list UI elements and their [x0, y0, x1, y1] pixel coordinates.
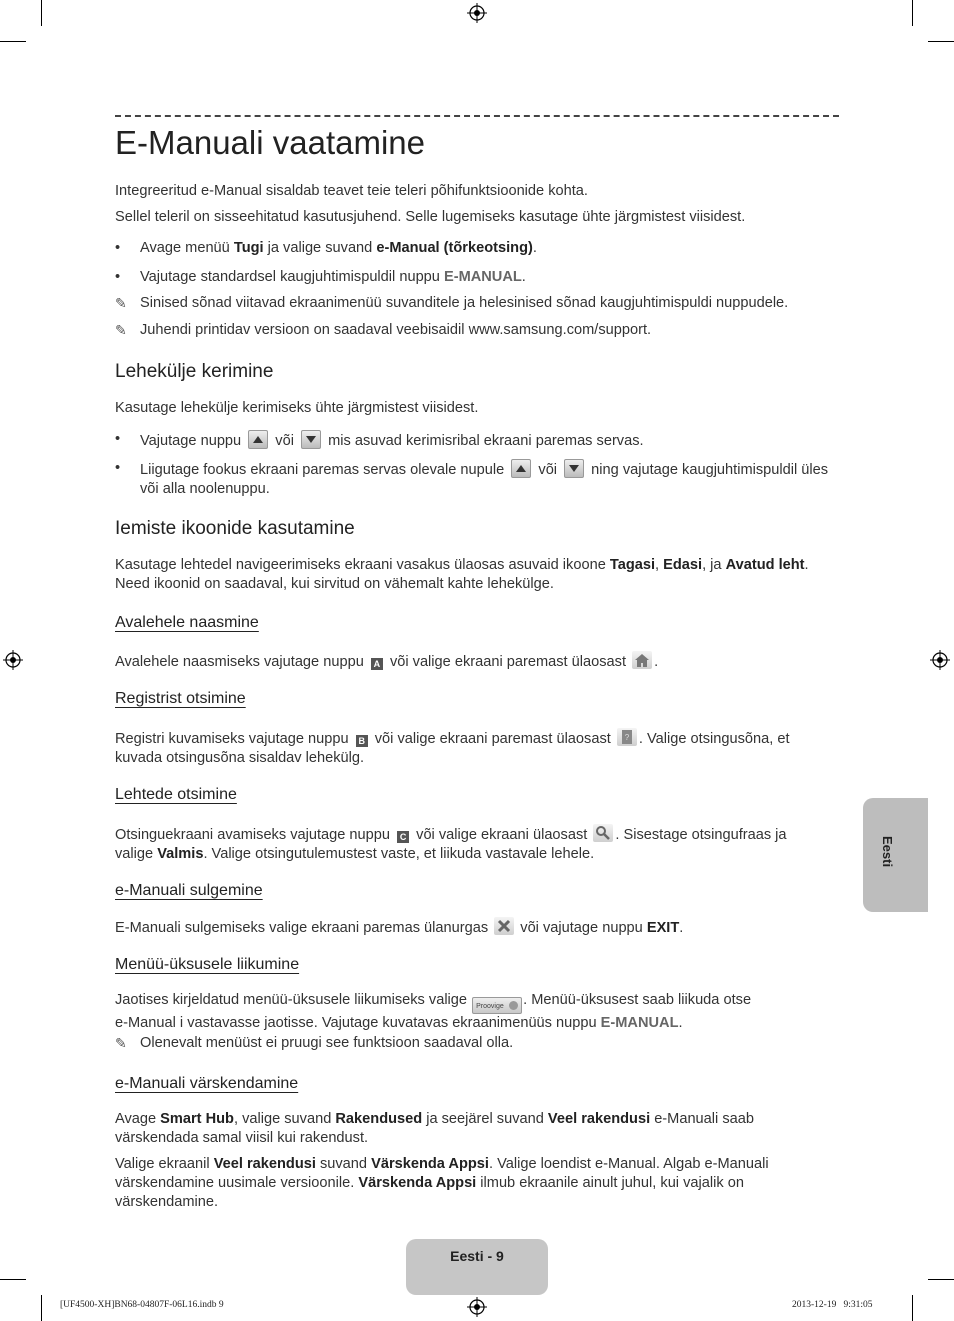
section-heading: Lehekülje kerimine	[115, 361, 274, 382]
subsection-paragraph: Registri kuvamiseks vajutage nuppu B või valige ekraani paremast ülaosast ? . Valige otsingusõna, et kuvada otsingusõna sisaldav lehekülg.	[115, 728, 843, 768]
svg-text:?: ?	[624, 733, 630, 742]
subsection-paragraph: Otsinguekraani avamiseks vajutage nuppu C või valige ekraani ülaosast . Sisestage otsingufraas ja valige Valmis. Valige otsingutulemustest vaste, et liikuda vastavale lehele.	[115, 824, 843, 864]
play-icon	[509, 1001, 518, 1010]
registration-mark-icon	[467, 3, 487, 23]
pencil-note-icon: ✎	[115, 1035, 127, 1051]
page-number-tab	[406, 1239, 548, 1295]
crop-mark	[41, 1295, 42, 1321]
subsection-heading: Avalehele naasmine	[115, 614, 259, 631]
note-item: ✎ Sinised sõnad viitavad ekraanimenüü suvanditele ja helesinised sõnad kaugjuhtimispuldi nuppudele.	[115, 295, 789, 311]
scroll-up-icon	[248, 430, 268, 449]
pencil-note-icon: ✎	[115, 295, 127, 311]
title-divider	[115, 115, 839, 117]
subsection-paragraph: Avage Smart Hub, valige suvand Rakendused ja seejärel suvand Veel rakendusi e-Manuali saab värskendada samal viisil kui rakendust.	[115, 1111, 754, 1146]
crop-mark	[928, 1279, 954, 1280]
intro-paragraph: Sellel teleril on sisseehitatud kasutusjuhend. Selle lugemiseks kasutage ühte järgmistest viisidest.	[115, 209, 746, 225]
print-info-right: 2013-12-19 9:31:05	[792, 1300, 873, 1310]
section-heading: Iemiste ikoonide kasutamine	[115, 518, 355, 539]
key-a-icon: A	[371, 658, 383, 670]
scroll-down-icon	[564, 459, 584, 478]
subsection-heading: Registrist otsimine	[115, 690, 246, 707]
subsection-paragraph: E-Manuali sulgemiseks valige ekraani paremas ülanurgas või vajutage nuppu EXIT.	[115, 917, 843, 938]
list-item: • Vajutage nuppu või mis asuvad kerimisribal ekraani paremas servas.	[115, 431, 644, 449]
bullet-icon: •	[115, 269, 121, 285]
intro-paragraph: Integreeritud e-Manual sisaldab teavet teie teleri põhifunktsioonide kohta.	[115, 183, 588, 199]
pencil-note-icon: ✎	[115, 322, 127, 338]
registration-mark-icon	[930, 650, 950, 670]
subsection-heading: e-Manuali värskendamine	[115, 1075, 299, 1092]
bullet-icon: •	[115, 240, 121, 256]
side-tab-label: Eesti	[880, 836, 895, 868]
subsection-heading: Menüü-üksusele liikumine	[115, 956, 300, 973]
section-paragraph: Kasutage lehtedel navigeerimiseks ekraani vasakus ülaosas asuvaid ikoone Tagasi, Edasi, ja Avatud leht. Need ikoonid on saadaval, kui sirvitud on vähemalt kahte lehekülge.	[115, 557, 809, 592]
crop-mark	[0, 1279, 26, 1280]
subsection-paragraph: Valige ekraanil Veel rakendusi suvand Värskenda Appsi. Valige loendist e-Manual. Algab e-Manuali värskendamine uusimale versioonile. Värskenda Appsi ilmub ekraanile ainult juhul, kui vajalik on värskendamine.	[115, 1156, 769, 1210]
list-item: • Liigutage fookus ekraani paremas servas olevale nupule või ning vajutage kaugjuhtimispuldil üles või alla noolenuppu.	[115, 460, 829, 497]
crop-mark	[912, 1295, 913, 1321]
crop-mark	[912, 0, 913, 26]
home-icon	[632, 651, 652, 669]
note-item: ✎ Olenevalt menüüst ei pruugi see funktsioon saadaval olla.	[115, 1035, 514, 1051]
note-item: ✎ Juhendi printidav versioon on saadaval veebisaidil www.samsung.com/support.	[115, 322, 652, 338]
subsection-heading: e-Manuali sulgemine	[115, 882, 263, 899]
page-number-label: Eesti - 9	[450, 1248, 504, 1264]
subsection-paragraph: Jaotises kirjeldatud menüü-üksusele liikumiseks valige Proovige . Menüü-üksusest saab liikuda otse e-Manual i vastavasse jaotisse. Vajutage kuvatavas ekraanimenüüs nuppu E-MANUAL.	[115, 992, 752, 1031]
section-paragraph: Kasutage lehekülje kerimiseks ühte järgmistest viisidest.	[115, 400, 479, 416]
key-b-icon: B	[356, 735, 368, 747]
list-item: • Avage menüü Tugi ja valige suvand e-Manual (tõrkeotsing).	[115, 240, 537, 256]
page-title: E-Manuali vaatamine	[115, 124, 425, 161]
scroll-down-icon	[301, 430, 321, 449]
scroll-up-icon	[511, 459, 531, 478]
registration-mark-icon	[3, 650, 23, 670]
index-icon	[617, 728, 637, 746]
print-info-left: [UF4500-XH]BN68-04807F-06L16.indb 9	[60, 1300, 224, 1310]
bullet-icon: •	[115, 460, 121, 476]
search-icon	[593, 824, 613, 842]
crop-mark	[41, 0, 42, 26]
bullet-icon: •	[115, 431, 121, 447]
list-item: • Vajutage standardsel kaugjuhtimispuldil nuppu E-MANUAL.	[115, 269, 526, 285]
subsection-paragraph: Avalehele naasmiseks vajutage nuppu A või valige ekraani paremast ülaosast .	[115, 651, 843, 672]
crop-mark	[928, 41, 954, 42]
language-side-tab	[863, 798, 928, 912]
subsection-heading: Lehtede otsimine	[115, 786, 237, 803]
try-now-button: Proovige	[472, 997, 522, 1014]
key-c-icon: C	[397, 831, 409, 843]
registration-mark-icon	[467, 1297, 487, 1317]
crop-mark	[0, 41, 26, 42]
close-icon	[494, 917, 514, 935]
